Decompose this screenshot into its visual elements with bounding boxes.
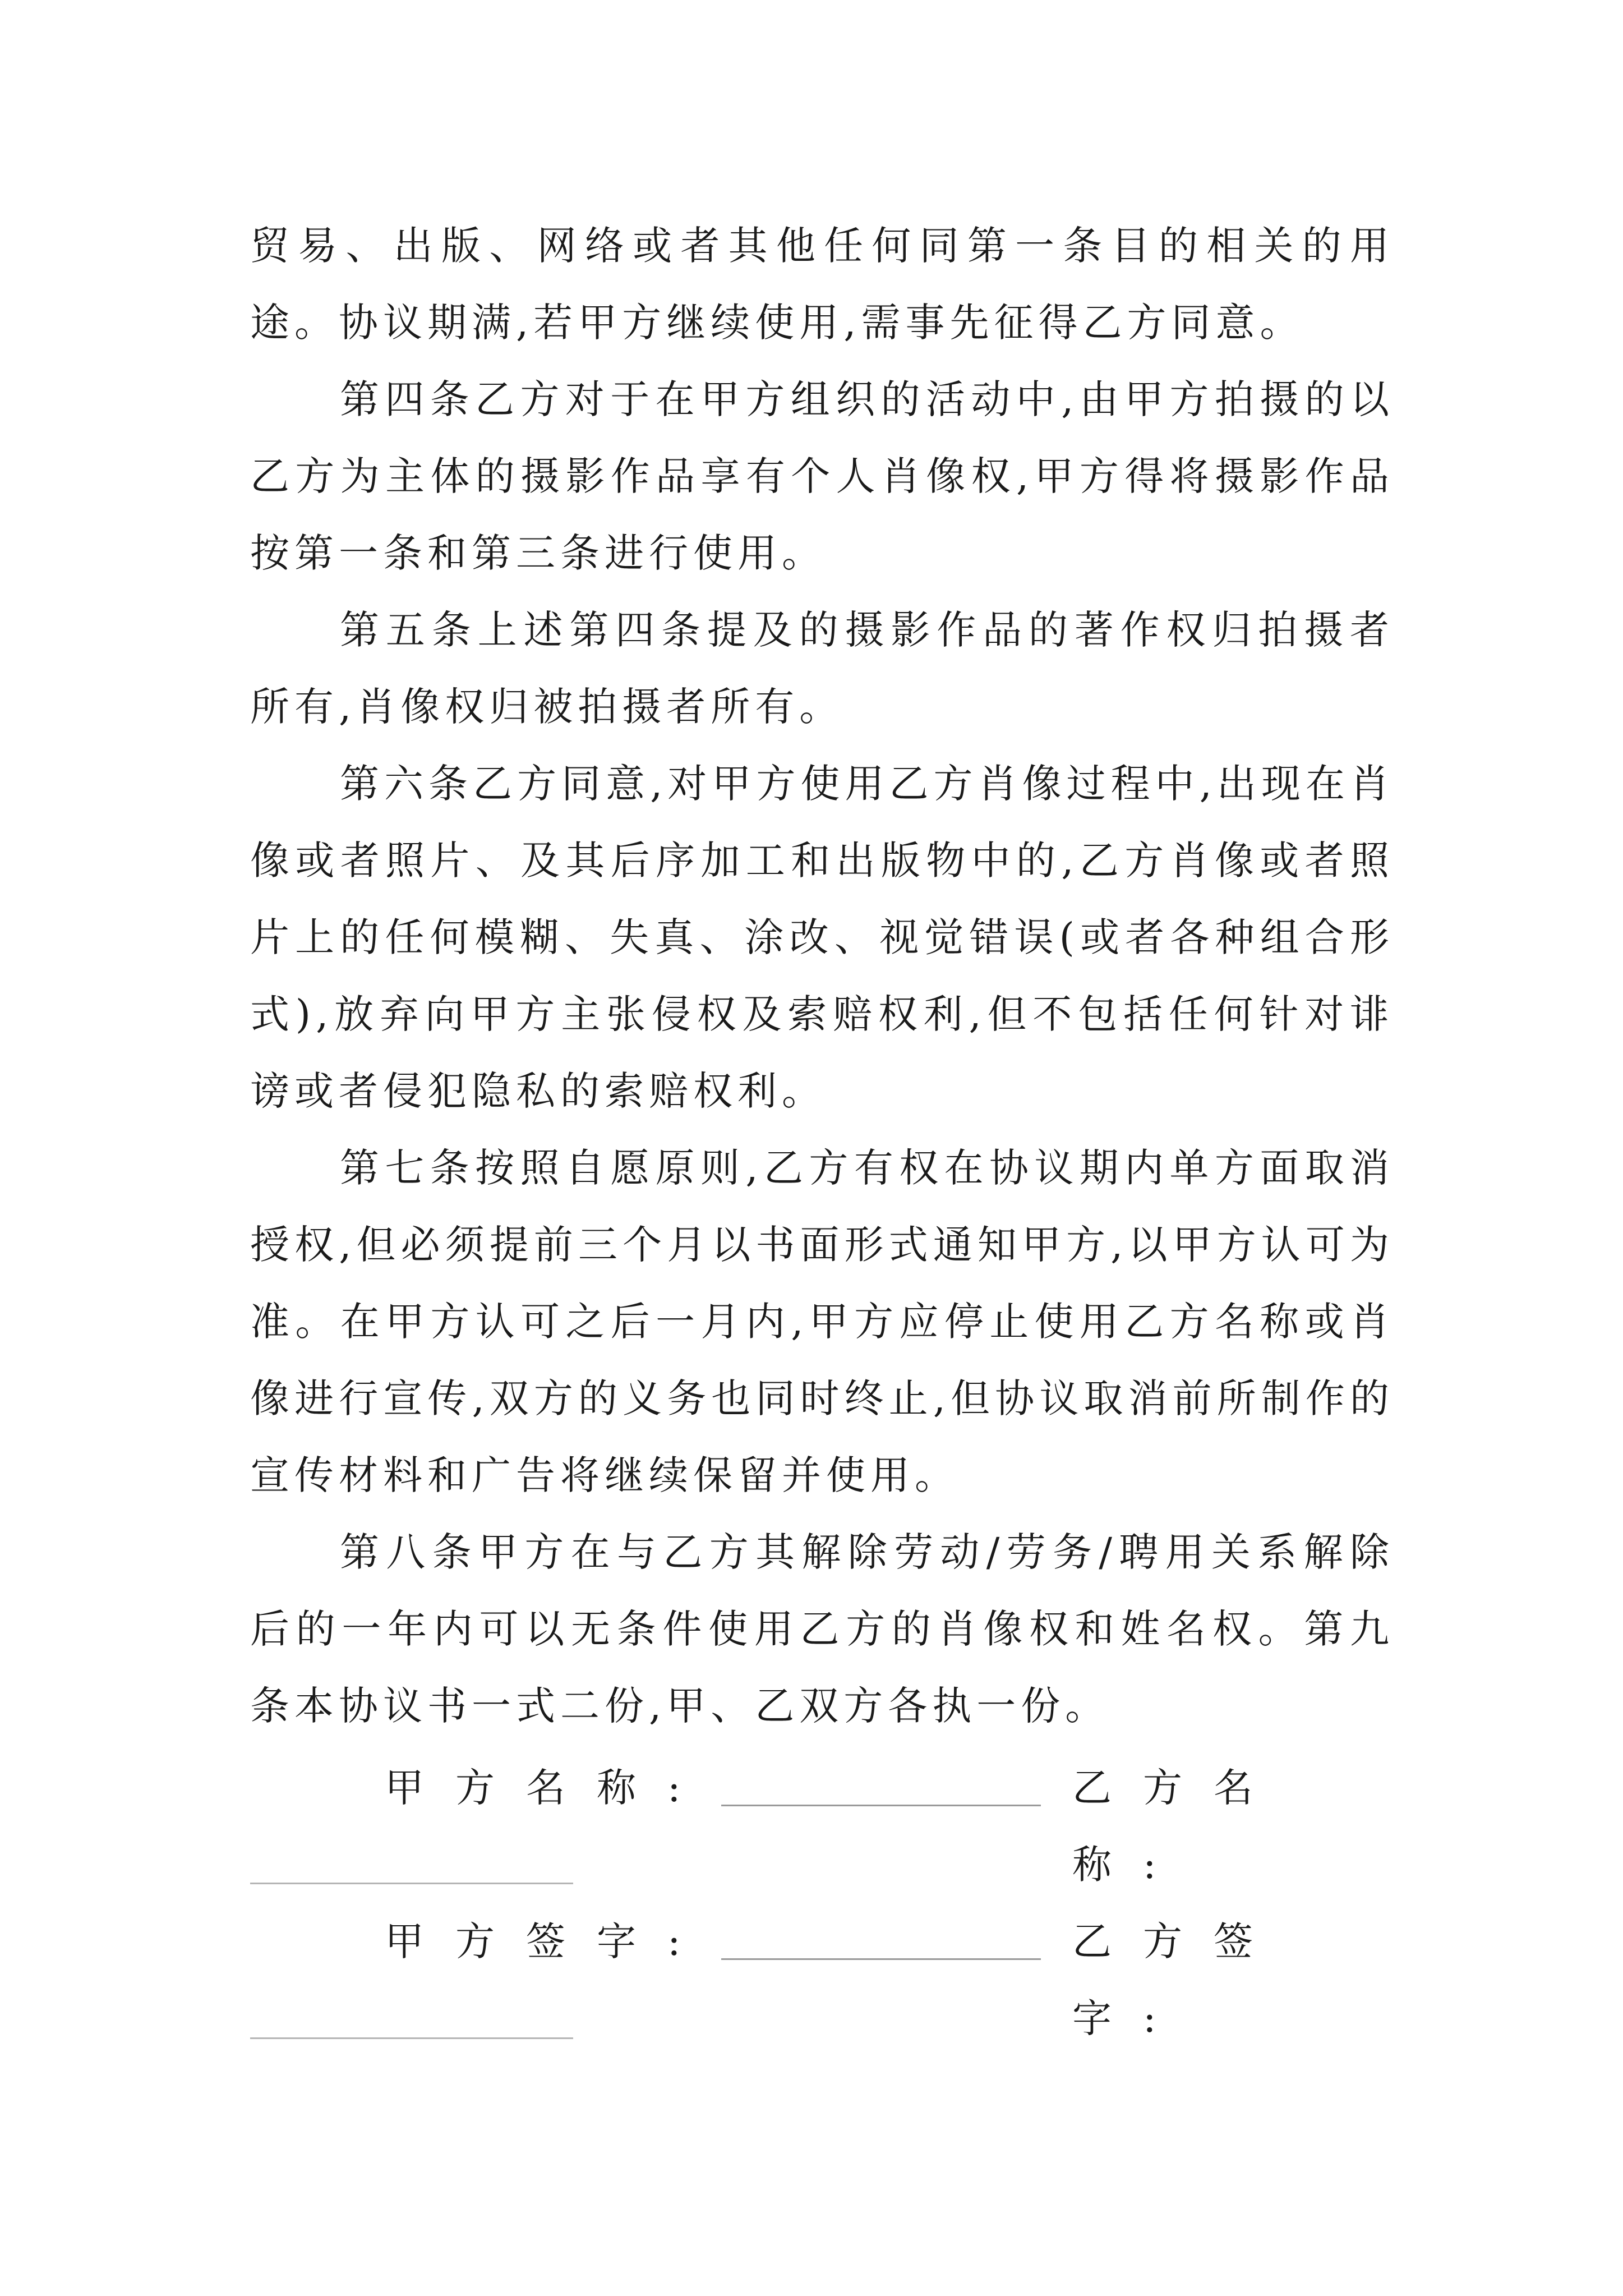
party-b-sign-line[interactable] xyxy=(250,2037,573,2039)
party-b-name-line[interactable] xyxy=(250,1883,573,1884)
party-b-sign-label: 乙方签字: xyxy=(1072,1918,1284,2041)
paragraph-article-5: 第五条上述第四条提及的摄影作品的著作权归拍摄者所有,肖像权归被拍摄者所有。 xyxy=(250,607,1394,730)
paragraph-article-4: 第四条乙方对于在甲方组织的活动中,由甲方拍摄的以乙方为主体的摄影作品享有个人肖像权,甲方得将摄影作品按第一条和第三条进行使用。 xyxy=(250,376,1394,576)
signature-sign-row xyxy=(250,1903,1394,2041)
paragraph-article-8-9: 第八条甲方在与乙方其解除劳动/劳务/聘用关系解除后的一年内可以无条件使用乙方的肖像权和姓名权。第九条本协议书一式二份,甲、乙双方各执一份。 xyxy=(250,1529,1394,1729)
paragraph-article-6: 第六条乙方同意,对甲方使用乙方肖像过程中,出现在肖像或者照片、及其后序加工和出版物中的,乙方肖像或者照片上的任何模糊、失真、涂改、视觉错误(或者各种组合形式),放弃向甲方主张侵权及索赔权利,但不包括任何针对诽谤或者侵犯隐私的索赔权利。 xyxy=(250,761,1394,1114)
party-a-name-label: 甲方名称: xyxy=(385,1765,712,1811)
party-a-sign-label: 甲方签字: xyxy=(385,1918,712,1964)
paragraph-continued: 贸易、出版、网络或者其他任何同第一条目的相关的用途。协议期满,若甲方继续使用,需事先征得乙方同意。 xyxy=(250,223,1394,346)
signature-name-row xyxy=(250,1750,1394,1888)
party-a-sign-line[interactable] xyxy=(721,1958,1041,1960)
paragraph-article-7: 第七条按照自愿原则,乙方有权在协议期内单方面取消授权,但必须提前三个月以书面形式通知甲方,以甲方认可为准。在甲方认可之后一月内,甲方应停止使用乙方名称或肖像进行宣传,双方的义务也同时终止,但协议取消前所制作的宣传材料和广告将继续保留并使用。 xyxy=(250,1145,1394,1498)
document-body xyxy=(250,208,1394,1745)
party-b-name-label: 乙方名称: xyxy=(1072,1765,1284,1888)
party-a-name-line[interactable] xyxy=(721,1805,1041,1806)
